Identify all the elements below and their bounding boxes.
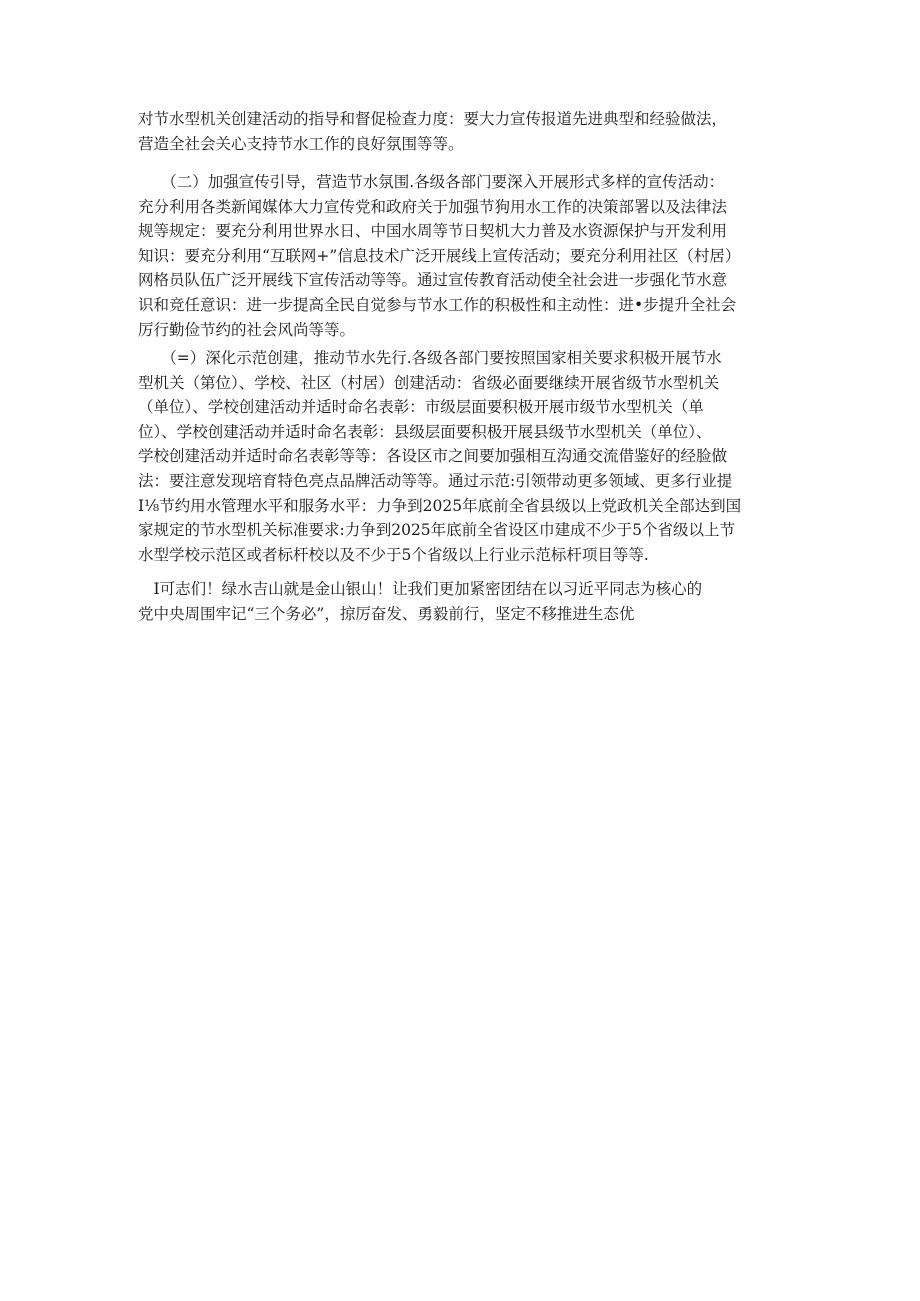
paragraph-line: 位）、学校创建活动并适时命名表彰：县级层面要积极开展县级节水型机关（单位）、 <box>138 422 712 441</box>
paragraph-line: 法：要注意发现培育特色亮点品牌活动等等。通过示范:引领带动更多领域、更多行业提 <box>138 471 733 490</box>
paragraph-line: 水型学校示范区或者标杆校以及不少于5个省级以上行业示范标杆项目等等. <box>138 545 649 564</box>
paragraph-1 <box>138 107 798 156</box>
paragraph-line: （二）加强宣传引导，营造节水氛围.各级各部门要深入开展形式多样的宣传活动： <box>138 173 725 191</box>
paragraph-line: （=）深化示范创建，推动节水先行.各级各部门要按照国家相关要求积极开展节水 <box>138 349 722 367</box>
paragraph-line: 规等规定：要充分利用世界水日、中国水周等节日契机大力普及水资源保护与开发利用 <box>138 222 728 241</box>
paragraph-line: 识和竞任意识：进一步提高全民自觉参与节水工作的积极性和主动性：进•步提升全社会 <box>138 295 737 314</box>
paragraph-line: 学校创建活动并适时命名表彰等等：各设区市之间要加强相互沟通交流借鉴好的经脸做 <box>138 447 728 466</box>
paragraph-line: I可志们！绿水吉山就是金山银山！让我们更加紧密团结在以习近平同志为核心的 <box>138 580 703 598</box>
paragraph-line: 营造全社会关心支持节水工作的良好氛围等等。 <box>138 134 464 153</box>
paragraph-3-demonstration <box>138 346 798 567</box>
paragraph-line: 党中央周围牢记“三个务必”，掠厉奋发、勇毅前行，坚定不移推进生态优 <box>138 604 635 623</box>
paragraph-2-publicity <box>138 170 798 342</box>
paragraph-line: （单位）、学校创建活动并适时命名表彰：市级层面要积极开展市级节水型机关（单 <box>138 398 704 417</box>
paragraph-line: 型机关（第位）、学校、社区（村居）创建活动：省级必面要继续开展省级节水型机关 <box>138 373 720 392</box>
paragraph-line: 充分利用各类新闻媒体大力宣传党和政府关于加强节狗用水工作的决策部署以及法律法 <box>138 197 728 216</box>
paragraph-line: 家规定的节水型机关标准要求:力争到2025年底前全省设区巾建成不少于5个省级以上节 <box>138 521 736 540</box>
paragraph-line: 厉行勤俭节约的社会风尚等等。 <box>138 320 356 339</box>
paragraph-line: 对节水型机关创建活动的指导和督促检查力度：要大力宣传报道先进典型和经验做法， <box>138 110 728 128</box>
paragraph-line: I⅛节约用水管理水平和服务水平：力争到2025年底前全省县级以上党政机关全部达到国 <box>138 496 742 515</box>
paragraph-line: 知识：要充分利用“互联网+”信息技术广泛开展线上宣传活动；要充分利用社区（村居） <box>138 246 741 265</box>
paragraph-4-closing <box>138 577 798 626</box>
paragraph-line: 网格员队伍广泛开展线下宣传活动等等。通过宣传教育活动使全社会进一步强化节水意 <box>138 271 728 290</box>
